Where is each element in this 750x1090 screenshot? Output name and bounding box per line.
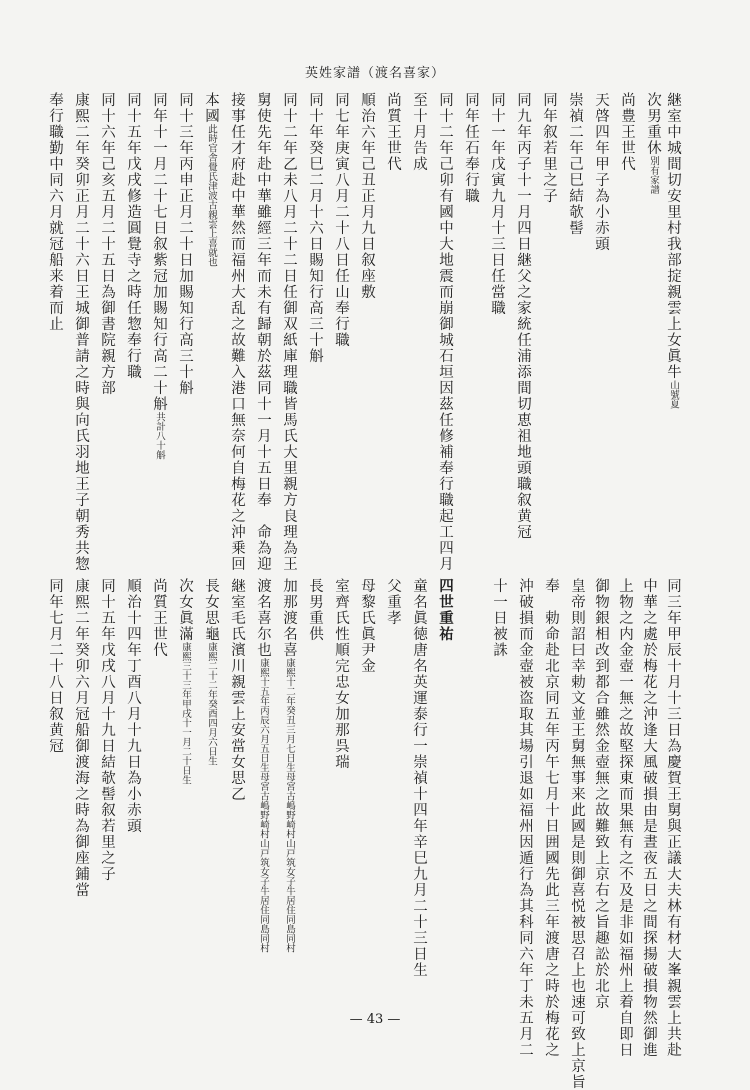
column-text: 長女思龜: [203, 578, 219, 642]
column-text: 長男重供: [307, 578, 323, 642]
text-column: [464, 92, 478, 532]
text-column: [100, 578, 114, 998]
text-column: [229, 92, 245, 572]
column-text: 同七年庚寅八月二十八日任山奉行職: [333, 92, 349, 348]
column-text: 御物銀相改到都合雖然金壺無之故難致上京右之旨趣訟於北京: [593, 578, 609, 1010]
column-text: 同九年丙子十一月四日継父之家統任浦添間切恵祖地頭職叙黄冠: [515, 92, 531, 540]
column-text: 尚質王世代: [151, 578, 167, 658]
text-column: [204, 92, 218, 532]
column-text: 順治十四年丁酉八月十九日為小赤頭: [125, 578, 141, 834]
column-text: 同年十一月二十七日叙紫冠加賜知行高二十斛: [151, 92, 167, 412]
text-column: [48, 92, 62, 532]
text-column: [543, 578, 559, 1058]
text-column: [281, 92, 297, 572]
text-column: [178, 578, 192, 998]
column-text: 接事任才府赴中華然而福州大乱之故難入港口無奈何自梅花之沖乗回: [229, 92, 245, 572]
text-column: [490, 92, 504, 532]
text-column: [255, 92, 271, 572]
column-text: 十一日被誅: [491, 578, 507, 658]
column-text: 同十二年己卯有國中大地震而崩御城石垣因茲任修補奉行職起工四月: [437, 92, 453, 572]
column-text: 順治六年己丑正月九日叙座敷: [359, 92, 375, 300]
text-column: [360, 578, 374, 998]
column-text: 沖破損而金壺被盗取其場引退如福州因遁行為其科同六年丁未五月二: [517, 578, 533, 1058]
column-text: 室齊氏性順完忠女加那呉瑞: [333, 578, 349, 770]
column-text: 崇禎二年己巳結欹髻: [567, 92, 583, 236]
text-column: [152, 92, 166, 532]
column-text: 康熙二年癸卯六月冠船御渡海之時為御座鋪當: [73, 578, 89, 898]
text-column: [282, 578, 296, 998]
text-column: [73, 92, 89, 572]
column-note: 康熙十五年丙辰六月五日生母宮古嶋野崎村山戸筑女子牛居住同島同村: [258, 658, 269, 953]
column-text: 奉 勅命赴北京同五年丙午七月十日囲國先此三年渡唐之時於梅花之: [543, 578, 559, 1058]
text-column: [74, 578, 88, 998]
text-column: [492, 578, 506, 998]
text-column: [617, 578, 633, 1058]
text-column: [593, 578, 609, 1010]
column-text: 尚質王世代: [385, 92, 401, 172]
text-column: [665, 578, 681, 1058]
column-text: 皇帝則詔曰幸勅文並王舅無事来此國是則御喜悦被思召上也速可致上京旨: [569, 578, 585, 1090]
text-column: [334, 92, 348, 532]
text-column: [308, 578, 322, 998]
text-column: [256, 578, 270, 998]
column-text: 奉行職勤中同六月就冠船来着而止: [47, 92, 63, 332]
column-text: 同年任石奉行職: [463, 92, 479, 204]
text-column: [48, 578, 62, 998]
text-column: [126, 92, 140, 532]
column-text: 尚豊王世代: [619, 92, 635, 172]
text-column: [646, 92, 660, 532]
column-text: 加那渡名喜: [281, 578, 297, 658]
text-column: [437, 92, 453, 572]
text-column: [641, 578, 657, 1058]
column-text: 同十五年戊戌修造圓覺寺之時任惣奉行職: [125, 92, 141, 380]
column-text: 次男重休: [645, 92, 661, 156]
text-column: [204, 578, 218, 998]
text-column: [542, 92, 556, 532]
column-text: 同年七月二十八日叙黄冠: [47, 578, 63, 754]
column-text: 同年叙若里之子: [541, 92, 557, 204]
text-column: [412, 92, 426, 532]
column-text: 舅使先年赴中華雖經三年而未有歸朝於茲同十一月十五日奉 命為迎: [255, 92, 271, 572]
text-column: [412, 578, 426, 998]
page-header: 英姓家譜（渡名喜家）: [304, 66, 445, 81]
column-text: 同十二年乙未八月二十二日任御双紙庫理職皆馬氏大里親方良理為王: [281, 92, 297, 572]
text-column: [517, 578, 533, 1058]
text-column: [568, 92, 582, 532]
text-column: [360, 92, 374, 532]
column-text: 四世重祐: [437, 578, 454, 642]
text-column: [569, 578, 585, 1090]
page-number: — 43 —: [349, 1012, 401, 1027]
text-column: [386, 578, 400, 998]
text-column: [386, 92, 400, 532]
column-text: 母黎氏眞尹金: [359, 578, 375, 674]
column-text: 至十月告成: [411, 92, 427, 172]
column-text: 同十一年戊寅九月十三日任當職: [489, 92, 505, 316]
text-column: [620, 92, 634, 532]
text-column: [594, 92, 608, 532]
column-note: 康熙十二年癸丑三月七日生母宮古嶋野崎村山戸筑女子牛居住同島同村: [284, 658, 295, 953]
column-note: 此時官舎覺氏津波古親雲上喜就也: [206, 124, 217, 267]
text-column: [334, 578, 348, 998]
text-column: [126, 578, 140, 998]
column-note: 康熙二十二年癸酉四月六日生: [206, 642, 217, 766]
column-text: 同十三年丙申正月二十日加賜知行高三十斛: [177, 92, 193, 396]
column-text: 康熙二年癸卯正月二十六日王城御普請之時與向氏羽地王子朝秀共惣: [73, 92, 89, 572]
column-text: 童名眞徳唐名英運泰行一崇禎十四年辛巳九月二十三日生: [411, 578, 427, 978]
column-note: 共計八十斛: [154, 412, 165, 460]
text-column: [100, 92, 114, 532]
column-text: 父重孝: [385, 578, 401, 626]
column-text: 継室中城間切安里村我部掟親雲上女眞牛: [665, 92, 681, 380]
text-column: [308, 92, 322, 532]
column-text: 天啓四年甲子為小赤頭: [593, 92, 609, 252]
text-column: [230, 578, 244, 998]
column-note: 別有家譜: [648, 156, 659, 194]
column-text: 継室毛氏濱川親雲上安當女思乙: [229, 578, 245, 802]
column-text: 中華之處於梅花之沖逢大風破損由是晝夜五日之間探揚破損物然御進: [641, 578, 657, 1058]
text-column: [178, 92, 192, 532]
text-column: [515, 92, 531, 540]
column-text: 同三年甲辰十月十三日為慶賀王舅與正議大夫林有材大峯親雲上共赴: [665, 578, 681, 1058]
column-note: 康熙三十三年甲戌十一月二十日生: [180, 642, 191, 785]
text-column: [438, 578, 452, 998]
column-text: 同十五年戊戌八月十九日結欹髻叙若里之子: [99, 578, 115, 882]
column-text: 同十六年己亥五月二十五日為御書院親方部: [99, 92, 115, 396]
column-text: 上物之内金壺一無之故堅探東而果無有之不及是非如福州上着自即日: [617, 578, 633, 1058]
text-column: [152, 578, 166, 998]
column-text: 本國: [203, 92, 219, 124]
column-text: 同十年癸巳二月十六日賜知行高三十斛: [307, 92, 323, 364]
column-text: 渡名喜尔也: [255, 578, 271, 658]
text-column: [666, 92, 680, 532]
column-text: 次女眞滿: [177, 578, 193, 642]
column-note: 山號夏: [668, 380, 679, 409]
